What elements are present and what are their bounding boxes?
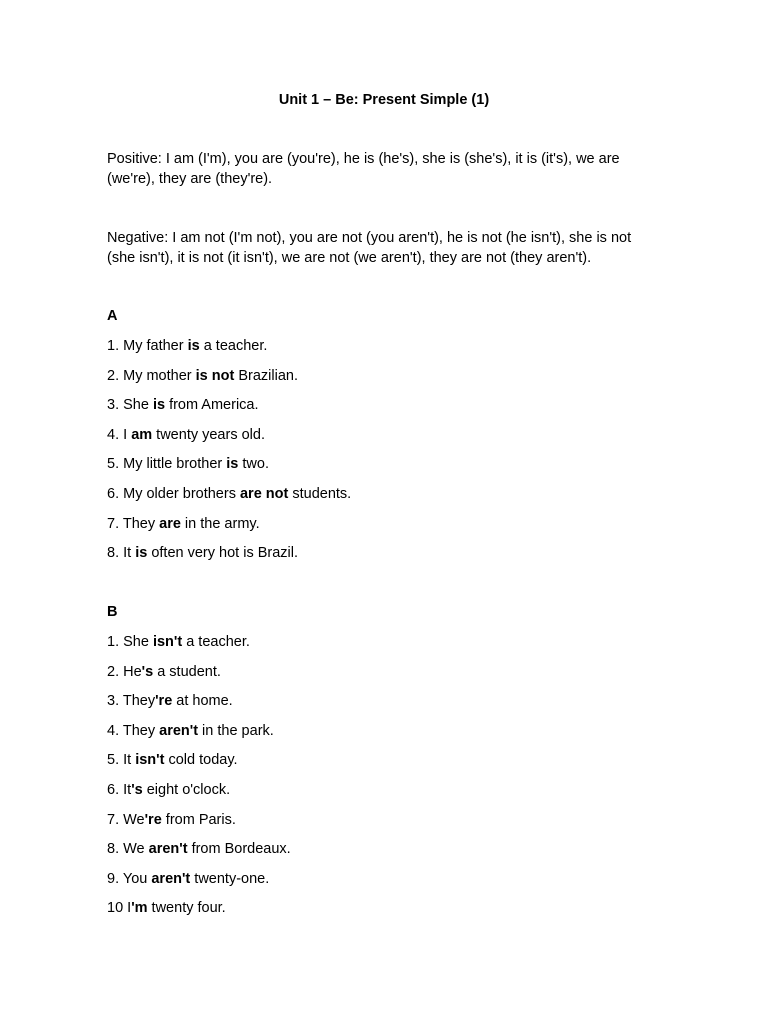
list-item: 4. I am twenty years old. bbox=[107, 426, 265, 443]
section-a-heading: A bbox=[107, 308, 118, 324]
list-item: 5. It isn't cold today. bbox=[107, 752, 238, 769]
negative-forms-paragraph: Negative: I am not (I'm not), you are not (you aren't), he is not (he isn't), she is not (she isn't), it is not (it isn't), we are not (we aren't), they are not (they aren't). bbox=[107, 230, 632, 266]
list-item: 10 I'm twenty four. bbox=[107, 900, 226, 917]
positive-forms-paragraph: Positive: I am (I'm), you are (you're), he is (he's), she is (she's), it is (it's), we are (we're), they are (they're). bbox=[107, 151, 620, 187]
section-b-heading: B bbox=[107, 604, 118, 620]
list-item: 8. We aren't from Bordeaux. bbox=[107, 841, 291, 858]
list-item: 8. It is often very hot is Brazil. bbox=[107, 545, 299, 562]
list-item: 1. My father is a teacher. bbox=[107, 338, 268, 354]
list-item: 2. He's a student. bbox=[107, 663, 221, 680]
section-b-list bbox=[107, 633, 291, 929]
list-item: 1. She isn't a teacher. bbox=[107, 634, 250, 650]
list-item: 4. They aren't in the park. bbox=[107, 722, 274, 739]
section-a-list bbox=[107, 337, 351, 574]
list-item: 7. We're from Paris. bbox=[107, 811, 236, 828]
list-item: 2. My mother is not Brazilian. bbox=[107, 367, 298, 384]
list-item: 5. My little brother is two. bbox=[107, 456, 269, 473]
list-item: 6. It's eight o'clock. bbox=[107, 781, 231, 798]
page-title: Unit 1 – Be: Present Simple (1) bbox=[278, 92, 490, 108]
list-item: 7. They are in the army. bbox=[107, 515, 260, 532]
list-item: 6. My older brothers are not students. bbox=[107, 485, 352, 502]
list-item: 3. She is from America. bbox=[107, 397, 259, 414]
list-item: 3. They're at home. bbox=[107, 693, 233, 710]
list-item: 9. You aren't twenty-one. bbox=[107, 870, 270, 887]
